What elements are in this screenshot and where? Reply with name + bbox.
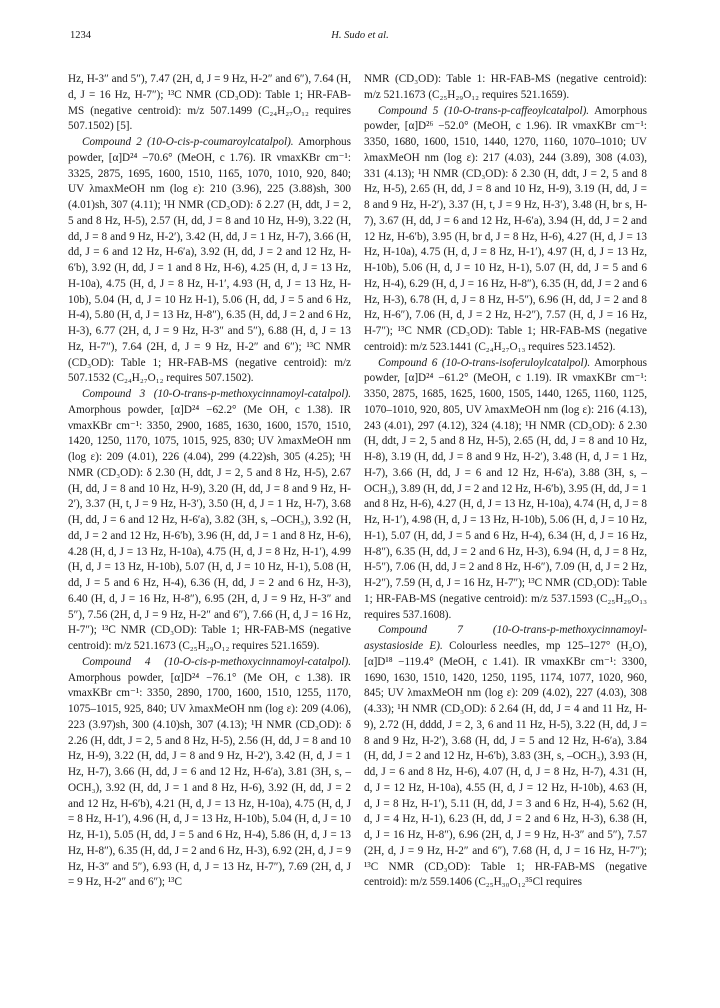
compound-paragraph (68, 655, 351, 891)
compound-paragraph (364, 623, 647, 891)
compound-heading: Compound 2 (10-O-cis-p-coumaroylcatalpol). (82, 136, 294, 148)
page-header (70, 30, 650, 46)
compound-text: Amorphous powder, [α]D²⁴ −62.2° (Me OH, c 1.38). IR νmaxKBr cm⁻¹: 3350, 2900, 1685, 1630, 1600, 1570, 1510, 1420, 1250, 1170, 1075, 1015, 925, 830; UV λmaxMeOH nm (log ε): 209 (4.01), 226 (4.04), 299 (4.22)sh, 305 (4.25); ¹H NMR (CD₃OD): δ 2.30 (H, ddt, J = 2, 5 and 8 Hz, H-5), 2.67 (H, dd, J = 8 and 10 Hz, H-9), 3.20 (H, dd, J = 8 and 9 Hz, H-2′), 3.37 (H, t, J = 9 Hz, H-3′), 3.50 (H, d, J = 1 Hz, H-7), 3.68 (H, dd, J = 6 and 12 Hz, H-6′a), 3.82 (3H, s, –OCH₃), 3.92 (H, dd, J = 2 and 12 Hz, H-6′b), 3.96 (H, dd, J = 1 and 8 Hz, H-6), 4.28 (H, d, J = 13 Hz, H-10a), 4.75 (H, d, J = 8 Hz, H-1′), 4.99 (H, d, J = 13 Hz, H-10b), 5.07 (H, d, J = 10 Hz, H-1), 5.08 (H, dd, J = 5 and 6 Hz, H-4), 6.36 (H, dd, J = 2 and 6 Hz, H-3), 6.40 (H, d, J = 16 Hz, H-8″), 6.95 (2H, d, J = 9 Hz, H-3″ and 5″), 7.56 (2H, d, J = 9 Hz, H-2″ and 6″), 7.66 (H, d, J = 16 Hz, H-7″); ¹³C NMR (CD₃OD): Table 1; HR-FAB-MS (negative centroid): m/z 521.1673 (C₂₅H₂₉O₁₂ requires 521.1659). (68, 403, 351, 652)
left-column (68, 72, 351, 891)
compound-text: Amorphous powder, [α]D²⁴ −70.6° (MeOH, c 1.76). IR νmaxKBr cm⁻¹: 3325, 2875, 1695, 1600, 1510, 1165, 1070, 1010, 920, 840; UV λmaxMeOH nm (log ε): 210 (3.96), 225 (3.88)sh, 300 (4.01)sh, 307 (4.11); ¹H NMR (CD₃OD): δ 2.27 (H, ddt, J = 2, 5 and 8 Hz, H-5), 2.57 (H, dd, J = 8 and 10 Hz, H-9), 3.22 (H, dd, J = 8 and 9 Hz, H-2′), 3.42 (H, dd, J = 1 Hz, H-7), 3.66 (H, dd, J = 6 and 12 Hz, H-6′a), 3.92 (H, dd, J = 2 and 12 Hz, H-6′b), 3.92 (H, dd, J = 1 and 8 Hz, H-6), 4.25 (H, d, J = 13 Hz, H-10a), 4.75 (H, d, J = 8 Hz, H-1′, 4.93 (H, d, J = 13 Hz, H-10b), 5.04 (H, d, J = 10 Hz H-1), 5.06 (H, dd, J = 5 and 6 Hz, H-4), 5.80 (H, d, J = 13 Hz, H-8″), 6.35 (H, dd, J = 2 and 6 Hz, H-3), 6.77 (2H, d, J = 9 Hz, H-3″ and 5″), 6.88 (H, d, J = 13 Hz, H-7″), 7.64 (2H, d, J = 9 Hz, H-2″ and 6″); ¹³C NMR (CD₃OD): Table 1; HR-FAB-MS (negative centroid): m/z 507.1532 (C₂₄H₂₇O₁₂ requires 507.1502). (68, 136, 352, 385)
compound-paragraph (364, 356, 647, 624)
compound-text: Amorphous powder, [α]D²⁶ −52.0° (MeOH, c 1.96). IR νmaxKBr cm⁻¹: 3350, 1680, 1600, 1510, 1440, 1270, 1160, 1070–1010; UV λmaxMeOH nm (log ε): 217 (4.03), 244 (3.89), 308 (4.03), 331 (4.13); ¹H NMR (CD₃OD): δ 2.30 (H, ddt, J = 2, 5 and 8 Hz, H-5), 2.65 (H, dd, J = 8 and 10 Hz, H-9), 3.19 (H, dd, J = 8 and 9 Hz, H-2′), 3.37 (H, t, J = 9 Hz, H-3′), 3.48 (H, br s, H-7), 3.67 (H, dd, J = 6 and 12 Hz, H-6′a), 3.94 (H, dd, J = 2 and 12 Hz, H-6′b), 3.95 (H, br d, J = 8 Hz, H-6), 4.27 (H, d, J = 13 Hz, H-10a), 4.75 (H, d, J = 8 Hz, H-1′), 4.97 (H, d, J = 13 Hz, H-10b), 5.06 (H, d, J = 10 Hz, H-1), 5.07 (H, dd, J = 5 and 6 Hz, H-4), 6.29 (H, d, J = 16 Hz, H-8″), 6.35 (H, dd, J = 2 and 6 Hz, H-3), 6.78 (H, d, J = 8 Hz, H-5″), 6.96 (H, dd, J = 2 and 8 Hz, H-6″), 7.06 (H, d, J = 2 Hz, H-2″), 7.57 (H, d, J = 16 Hz, H-7″); ¹³C NMR (CD₃OD): Table 1; HR-FAB-MS (negative centroid): m/z 523.1441 (C₂₄H₂₇O₁₃ requires 523.1452). (364, 104, 647, 353)
page-number: 1234 (70, 30, 91, 41)
compound-heading: Compound 4 (10-O-cis-p-methoxycinnamoyl-catalpol). (82, 655, 351, 668)
compound-text: Colourless needles, mp 125–127° (H₂O), [α]D¹⁸ −119.4° (MeOH, c 1.41). IR νmaxKBr cm⁻¹: 3300, 1690, 1630, 1510, 1420, 1250, 1195, 1174, 1077, 1020, 960, 845; UV λmaxMeOH nm (log ε): 209 (4.02), 227 (4.03), 308 (4.33); ¹H NMR (CD₃OD): δ 2.64 (H, dd, J = 4 and 11 Hz, H-9), 2.72 (H, dddd, J = 2, 3, 6 and 11 Hz, H-5), 3.22 (H, dd, J = 8 and 9 Hz, H-2′), 3.68 (H, dd, J = 5 and 12 Hz, H-6′a), 3.84 (H, dd, J = 2 and 12 Hz, H-6′b), 3.83 (3H, s, –OCH₃), 3.93 (H, dd, J = 6 and 8 Hz, H-6), 4.07 (H, d, J = 8 Hz, H-7), 4.31 (H, d, J = 12 Hz, H-10a), 4.55 (H, d, J = 12 Hz, H-10b), 4.63 (H, d, J = 8 Hz, H-1′), 5.11 (H, dd, J = 3 and 6 Hz, H-4), 5.62 (H, d, J = 4 Hz, H-1), 6.23 (H, dd, J = 2 and 6 Hz, H-3), 6.38 (H, d, J = 16 Hz, H-8″), 6.96 (2H, d, J = 9 Hz, H-3″ and 5″), 7.57 (2H, d, J = 9 Hz, H-2″ and 6″), 7.68 (H, d, J = 16 Hz, H-7″); ¹³C NMR (CD₃OD): Table 1; HR-FAB-MS (negative centroid): m/z 559.1406 (C₂₅H₃₀O₁₂³⁵Cl requires (364, 640, 647, 889)
compound-heading: Compound 3 (10-O-trans-p-methoxycinnamoyl-catalpol). (82, 388, 351, 400)
compound-heading: Compound 6 (10-O-trans-isoferuloylcatalpol). (378, 356, 591, 369)
compound-text: Amorphous powder, [α]D²⁴ −61.2° (MeOH, c 1.19). IR νmaxKBr cm⁻¹: 3350, 2875, 1685, 1625, 1600, 1505, 1440, 1265, 1160, 1125, 1070–1010, 920, 805, UV λmaxMeOH nm (log ε): 216 (4.13), 243 (4.01), 297 (4.12), 324 (4.18); ¹H NMR (CD₃OD): δ 2.30 (H, ddt, J = 2, 5 and 8 Hz, H-5), 2.65 (H, dd, J = 8 and 10 Hz, H-8), 3.19 (H, dd, J = 8 and 9 Hz, H-2′), 3.48 (H, d, J = 1 Hz, H-7), 3.66 (H, dd, J = 6 and 12 Hz, H-6′a), 3.88 (3H, s, –OCH₃), 3.89 (H, dd, J = 2 and 12 Hz, H-6′b), 3.95 (H, dd, J = 1 and 8 Hz, H-6), 4.27 (H, d, J = 13 Hz, H-10a), 4.74 (H, d, J = 8 Hz, H-1′), 4.98 (H, d, J = 13 Hz, H-10b), 5.06 (H, d, J = 10 Hz, H-1), 5.07 (H, dd, J = 5 and 6 Hz, H-4), 6.34 (H, d, J = 16 Hz, H-8″), 6.35 (H, dd, J = 2 and 6 Hz, H-3), 6.94 (H, d, J = 8 Hz, H-5″), 7.06 (H, dd, J = 2 and 8 Hz, H-6″), 7.09 (H, d, J = 2 Hz, H-2″), 7.59 (H, d, J = 16 Hz, H-7″); ¹³C NMR (CD₃OD): Table 1; HR-FAB-MS (negative centroid): m/z 537.1593 (C₂₅H₂₉O₁₃ requires 537.1608). (364, 356, 647, 621)
continued-paragraph: Hz, H-3″ and 5″), 7.47 (2H, d, J = 9 Hz, H-2″ and 6″), 7.64 (H, d, J = 16 Hz, H-7″); ¹³C NMR (CD₃OD): Table 1; HR-FAB-MS (negative centroid): m/z 507.1499 (C₂₄H₂₇O₁₂ requires 507.1502) [5]. (68, 73, 351, 133)
right-column (364, 72, 647, 891)
compound-paragraph (364, 104, 647, 356)
running-head: H. Sudo et al. (331, 30, 389, 41)
compound-paragraph (68, 135, 351, 387)
continued-paragraph: NMR (CD₃OD): Table 1: HR-FAB-MS (negative centroid): m/z 521.1673 (C₂₅H₂₉O₁₂ requires 521.1659). (364, 73, 647, 101)
compound-heading: Compound 5 (10-O-trans-p-caffeoylcatalpol). (378, 104, 590, 117)
compound-heading: Compound 7 (10-O-trans-p-methoxycinnamoyl-asystasioside E). (364, 624, 647, 652)
compound-text: Amorphous powder, [α]D²⁴ −76.1° (Me OH, c 1.38). IR νmaxKBr cm⁻¹: 3350, 2890, 1700, 1600, 1510, 1255, 1170, 1075–1015, 925, 840; UV λmaxMeOH nm (log ε): 209 (4.06), 223 (3.97)sh, 300 (4.10)sh, 307 (4.13); ¹H NMR (CD₃OD): δ 2.26 (H, ddt, J = 2, 5 and 8 Hz, H-5), 2.56 (H, dd, J = 8 and 10 Hz, H-9), 3.22 (H, dd, J = 8 and 9 Hz, H-2′), 3.42 (H, d, J = 1 Hz, H-7), 3.66 (H, dd, J = 6 and 12 Hz, H-6′a), 3.81 (3H, s, –OCH₃), 3.92 (H, dd, J = 1 and 8 Hz, H-6), 3.92 (H, dd, J = 2 and 12 Hz, H-6′b), 4.21 (H, d, J = 13 Hz, H-10a), 4.75 (H, d, J = 8 Hz, H-1′), 4.96 (H, d, J = 13 Hz, H-10b), 5.04 (H, d, J = 10 Hz, H-1), 5.05 (H, dd, J = 5 and 6 Hz, H-4), 5.86 (H, d, J = 13 Hz, H-8″), 6.35 (H, dd, J = 2 and 6 Hz, H-3), 6.92 (2H, d, J = 9 Hz, H-3″ and 5″), 6.93 (H, d, J = 13 Hz, H-7″), 7.69 (2H, d, J = 9 Hz, H-2″ and 6″); ¹³C (68, 671, 351, 889)
compound-paragraph (68, 387, 351, 655)
